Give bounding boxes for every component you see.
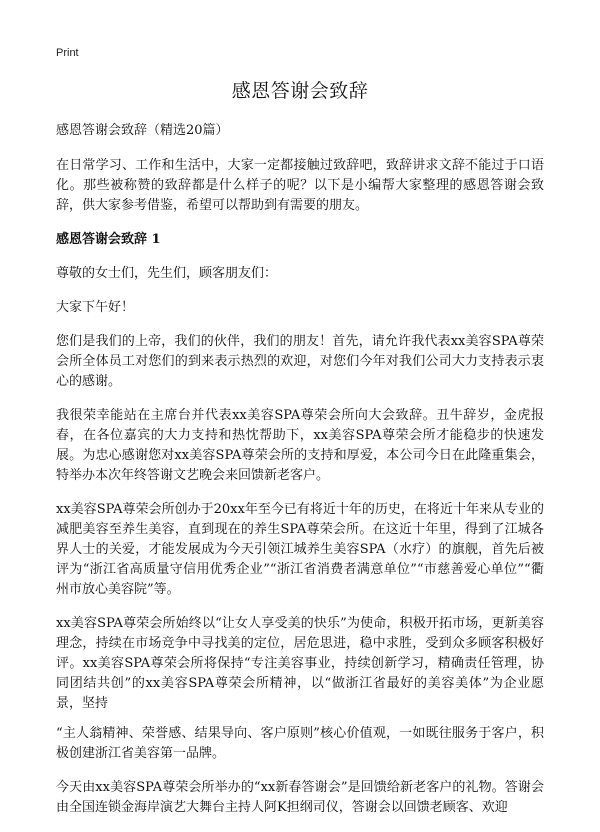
paragraph-greeting: 大家下午好！ xyxy=(56,300,135,315)
section-heading: 感恩答谢会致辞 1 xyxy=(56,232,161,247)
document-subtitle: 感恩答谢会致辞（精选20篇） xyxy=(56,123,229,138)
page-title: 感恩答谢会致辞 xyxy=(231,80,369,102)
document-body xyxy=(56,121,544,832)
paragraph-event: 今天由xx美容SPA尊荣会所举办的“xx新春答谢会”是回馈给新老客户的礼物。答谢会由全国连锁金海岸演艺大舞台主持人阿K担纲司仪，答谢会以回馈老顾客、欢迎 xyxy=(56,780,544,815)
paragraph-history: xx美容SPA尊荣会所创办于20xx年至今已有将近十年的历史，在将近十年来从专业的减肥美容至养生美容，直到现在的养生SPA尊荣会所。在这近十年里，得到了江城各界人士的关爱，才能发展成为今天引领江城养生美容SPA（水疗）的旗舰，首先后被评为“浙江省高质量守信用优秀企业”“浙江省消费者满意单位”“市慈善爱心单位”“衢州市放心美容院”等。 xyxy=(56,502,544,597)
paragraph-welcome: 您们是我们的上帝，我们的伙伴，我们的朋友！首先，请允许我代表xx美容SPA尊荣会所全体员工对您们的到来表示热烈的欢迎，对您们今年对我们公司大力支持表示衷心的感谢。 xyxy=(56,334,544,389)
print-link[interactable]: Print xyxy=(56,47,79,59)
intro-paragraph: 在日常学习、工作和生活中，大家一定都接触过致辞吧，致辞讲求文辞不能过于口语化。那些被称赞的致辞都是什么样子的呢？以下是小编帮大家整理的感恩答谢会致辞，供大家参考借鉴，希望可以帮助到有需要的朋友。 xyxy=(56,158,544,213)
paragraph-mission: xx美容SPA尊荣会所始终以“让女人享受美的快乐”为使命，积极开拓市场，更新美容理念，持续在市场竞争中寻找美的定位，居危思进，稳中求胜，受到众多顾客积极好评。xx美容SPA尊荣会所将保持“专注美容事业，持续创新学习，精确责任管理，协同团结共创”的xx美容SPA尊荣会所精神，以“做浙江省最好的美容美体”为企业愿景，坚持 xyxy=(56,616,544,711)
paragraph-salutation: 尊敬的女士们，先生们，顾客朋友们： xyxy=(56,266,278,281)
paragraph-honor: 我很荣幸能站在主席台并代表xx美容SPA尊荣会所向大会致辞。丑牛辞岁，金虎报春，在各位嘉宾的大力支持和热忱帮助下，xx美容SPA尊荣会所才能稳步的快速发展。为忠心感谢您对xx美容SPA尊荣会所的支持和厚爱，本公司今日在此隆重集会，特举办本次年终答谢文艺晚会来回馈新老客户。 xyxy=(56,408,544,483)
paragraph-values: “主人翁精神、荣誉感、结果导向、客户原则”核心价值观，一如既往服务于客户，积极创建浙江省美容第一品牌。 xyxy=(56,726,544,761)
